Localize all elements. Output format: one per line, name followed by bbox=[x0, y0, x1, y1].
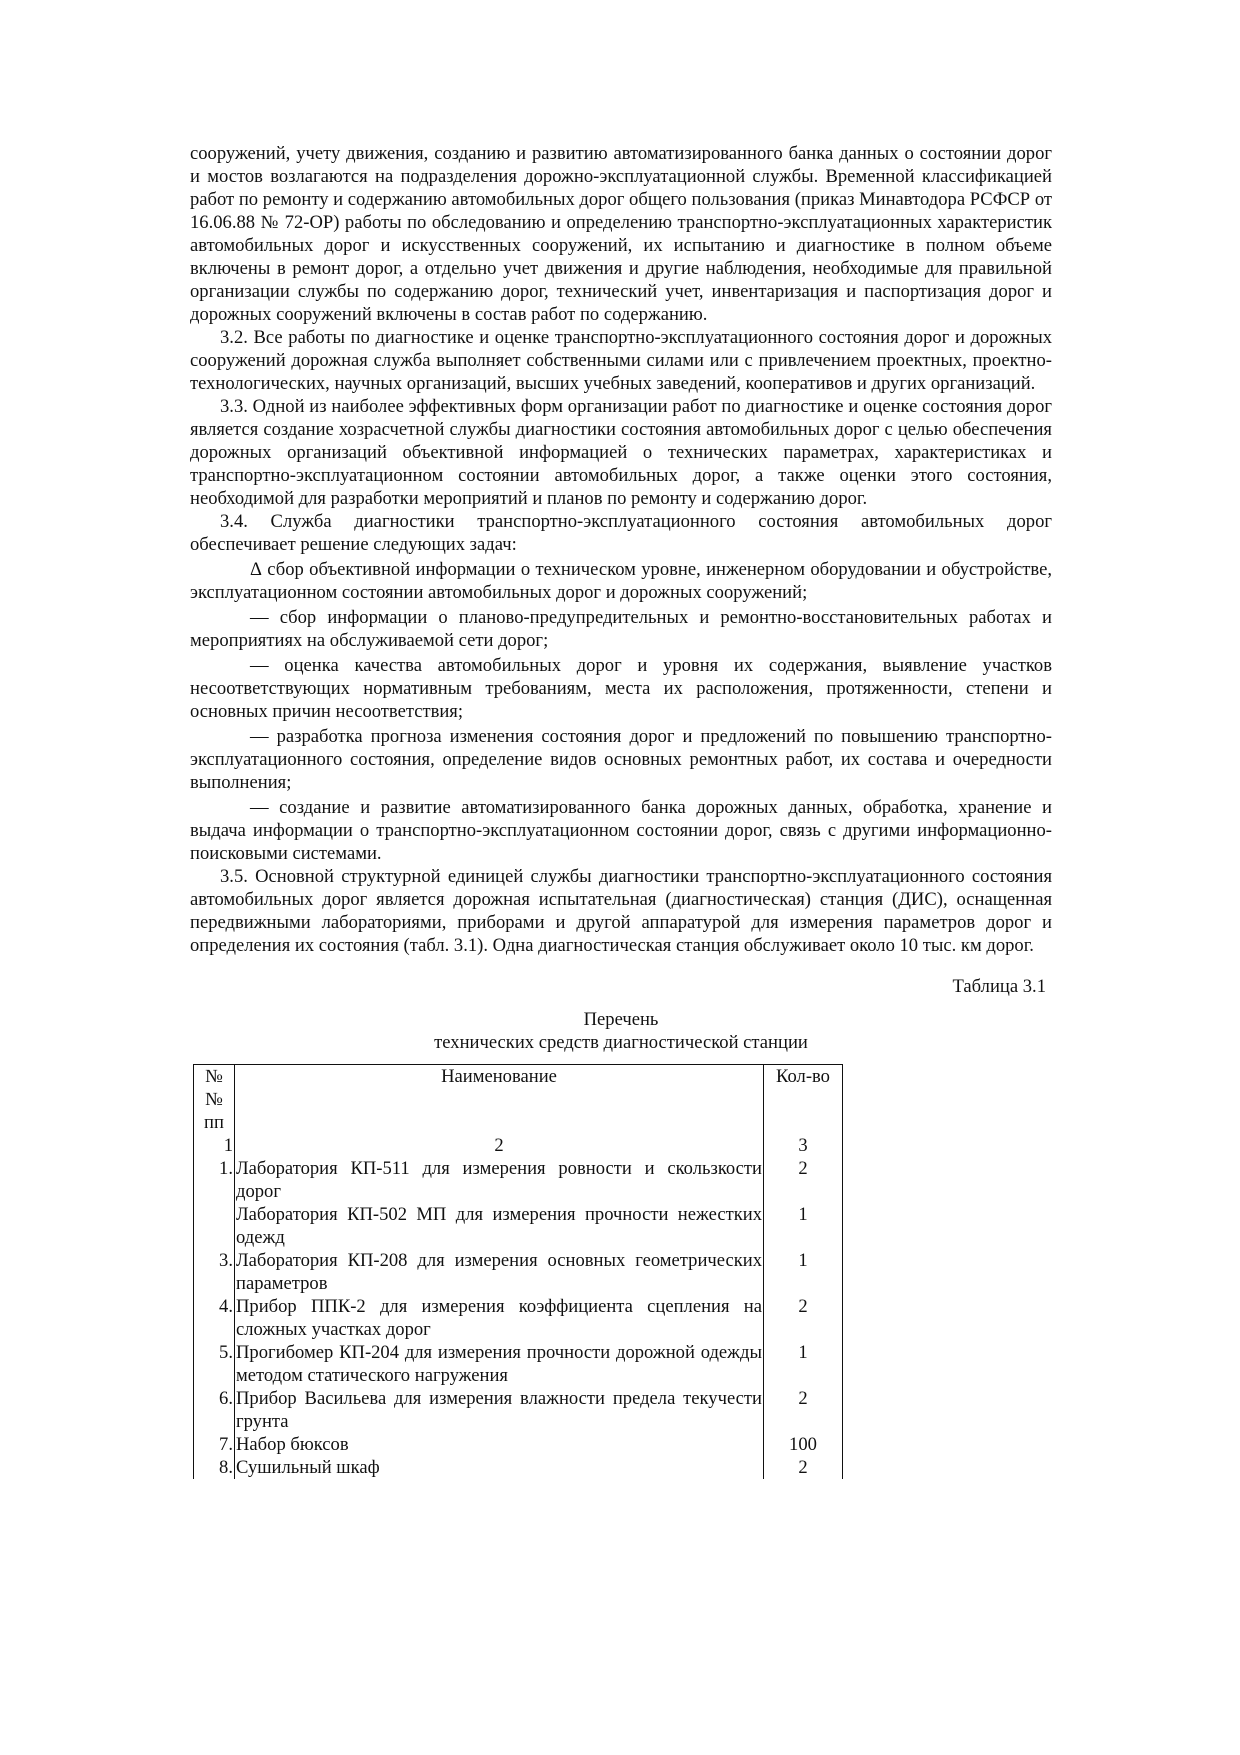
row-name: Лаборатория КП-511 для измерения ровности и скользкости дорог bbox=[236, 1158, 762, 1202]
row-number: 3. bbox=[194, 1249, 235, 1295]
row-name: Прогибомер КП-204 для измерения прочности дорожной одежды методом статического нагружения bbox=[236, 1342, 762, 1386]
header-quantity: Кол-во bbox=[764, 1065, 843, 1135]
row-quantity: 100 bbox=[764, 1433, 843, 1456]
table-title-line: технических средств диагностической станции bbox=[434, 1032, 808, 1053]
header-number-line: № bbox=[205, 1066, 223, 1087]
header-number-line: № bbox=[205, 1089, 223, 1110]
row-number: 1. bbox=[194, 1157, 235, 1203]
row-quantity: 2 bbox=[764, 1456, 843, 1479]
paragraph-3-2: 3.2. Все работы по диагностике и оценке транспортно-эксплуатационного состояния дорог и дорожных сооружений дорожная служба выполняет собственными силами или с привлечением проектных, проектно-технологических, научных организаций, высших учебных заведений, кооперативов и других организаций. bbox=[190, 327, 1052, 394]
row-quantity: 2 bbox=[764, 1387, 843, 1433]
dash-bullet-icon: — bbox=[250, 797, 269, 818]
bullet-item bbox=[190, 725, 1052, 794]
colnum-1: 1 bbox=[194, 1134, 235, 1157]
row-number: 8. bbox=[194, 1456, 235, 1479]
table-row bbox=[194, 1157, 843, 1203]
row-quantity: 2 bbox=[764, 1157, 843, 1203]
bullet-item bbox=[190, 606, 1052, 652]
row-name: Набор бюксов bbox=[235, 1433, 764, 1456]
row-quantity: 1 bbox=[764, 1341, 843, 1387]
row-name: Лаборатория КП-208 для измерения основных геометрических параметров bbox=[236, 1250, 762, 1294]
row-name: Лаборатория КП-502 МП для измерения прочности нежестких одежд bbox=[236, 1204, 762, 1248]
paragraph-3-4: 3.4. Служба диагностики транспортно-эксплуатационного состояния автомобильных дорог обеспечивает решение следующих задач: bbox=[190, 511, 1052, 555]
paragraph-3-3: 3.3. Одной из наиболее эффективных форм организации работ по диагностике и оценке состояния дорог является создание хозрасчетной службы диагностики состояния автомобильных дорог с целью обеспечения дорожных организаций объективной информацией о технических параметрах, характеристиках и транспортно-эксплуатационном состоянии автомобильных дорог, а также оценки этого состояния, необходимой для разработки мероприятий и планов по ремонту и содержанию дорог. bbox=[190, 396, 1052, 509]
dash-bullet-icon: — bbox=[250, 607, 269, 628]
dash-bullet-icon: — bbox=[250, 655, 269, 676]
equipment-table bbox=[193, 1064, 843, 1479]
dash-bullet-icon: — bbox=[250, 726, 269, 747]
row-number: 6. bbox=[194, 1387, 235, 1433]
table-row bbox=[194, 1387, 843, 1433]
table-title-line: Перечень bbox=[583, 1009, 659, 1030]
bullet-text: создание и развитие автоматизированного банка дорожных данных, обработка, хранение и выдача информации о транспортно-эксплуатационном состоянии дорог, связь с другими информационно-поисковыми системами. bbox=[190, 797, 1052, 864]
column-number-row bbox=[194, 1134, 843, 1157]
row-quantity: 1 bbox=[764, 1203, 843, 1249]
table-row bbox=[194, 1433, 843, 1456]
table-header-row bbox=[194, 1065, 843, 1135]
row-name: Сушильный шкаф bbox=[235, 1456, 764, 1479]
row-number: 4. bbox=[194, 1295, 235, 1341]
row-number: 5. bbox=[194, 1341, 235, 1387]
bullet-text: сбор объективной информации о техническом уровне, инженерном оборудовании и обустройстве, эксплуатационном состоянии автомобильных дорог и дорожных сооружений; bbox=[190, 559, 1052, 603]
row-name: Прибор ППК-2 для измерения коэффициента сцепления на сложных участках дорог bbox=[236, 1296, 762, 1340]
row-quantity: 1 bbox=[764, 1249, 843, 1295]
row-quantity: 2 bbox=[764, 1295, 843, 1341]
bullet-text: разработка прогноза изменения состояния дорог и предложений по повышению транспортно-эксплуатационного состояния, определение видов основных ремонтных работ, их состава и очередности выполнения; bbox=[190, 726, 1052, 793]
table-row bbox=[194, 1249, 843, 1295]
header-number-line: пп bbox=[204, 1112, 224, 1133]
bullet-item bbox=[190, 654, 1052, 723]
row-number: 7. bbox=[194, 1433, 235, 1456]
colnum-2: 2 bbox=[235, 1134, 764, 1157]
table-row bbox=[194, 1341, 843, 1387]
delta-bullet-icon: Δ bbox=[250, 559, 262, 580]
table-row bbox=[194, 1295, 843, 1341]
table-reference: Таблица 3.1 bbox=[952, 976, 1046, 997]
table-row bbox=[194, 1456, 843, 1479]
bullet-text: сбор информации о планово-предупредительных и ремонтно-восстановительных работах и мероприятиях на обслуживаемой сети дорог; bbox=[190, 607, 1052, 651]
bullet-item bbox=[190, 558, 1052, 604]
document-page bbox=[190, 142, 1052, 1479]
header-number bbox=[194, 1065, 235, 1135]
header-name: Наименование bbox=[235, 1065, 764, 1135]
paragraph-3-5: 3.5. Основной структурной единицей службы диагностики транспортно-эксплуатационного состояния автомобильных дорог является дорожная испытательная (диагностическая) станция (ДИС), оснащенная передвижными лабораториями, приборами и другой аппаратурой для измерения параметров дорог и определения их состояния (табл. 3.1). Одна диагностическая станция обслуживает около 10 тыс. км дорог. bbox=[190, 866, 1052, 956]
colnum-3: 3 bbox=[764, 1134, 843, 1157]
paragraph-intro: сооружений, учету движения, созданию и развитию автоматизированного банка данных о состоянии дорог и мостов возлагаются на подразделения дорожно-эксплуатационной службы. Временной классификацией работ по ремонту и содержанию автомобильных дорог общего пользования (приказ Минавтодора РСФСР от 16.06.88 № 72-ОР) работы по обследованию и определению транспортно-эксплуатационных характеристик автомобильных дорог и искусственных сооружений, их испытанию и диагностике в полном объеме включены в ремонт дорог, а отдельно учет движения и другие наблюдения, необходимые для правильной организации службы по содержанию дорог, технический учет, инвентаризация и паспортизация дорог и дорожных сооружений включены в состав работ по содержанию. bbox=[190, 143, 1052, 325]
row-number bbox=[194, 1203, 235, 1249]
bullet-item bbox=[190, 796, 1052, 865]
table-row bbox=[194, 1203, 843, 1249]
table-title bbox=[190, 1008, 1052, 1054]
bullet-text: оценка качества автомобильных дорог и уровня их содержания, выявление участков несоответствующих нормативным требованиям, места их расположения, протяженности, степени и основных причин несоответствия; bbox=[190, 655, 1052, 722]
row-name: Прибор Васильева для измерения влажности предела текучести грунта bbox=[236, 1388, 762, 1432]
